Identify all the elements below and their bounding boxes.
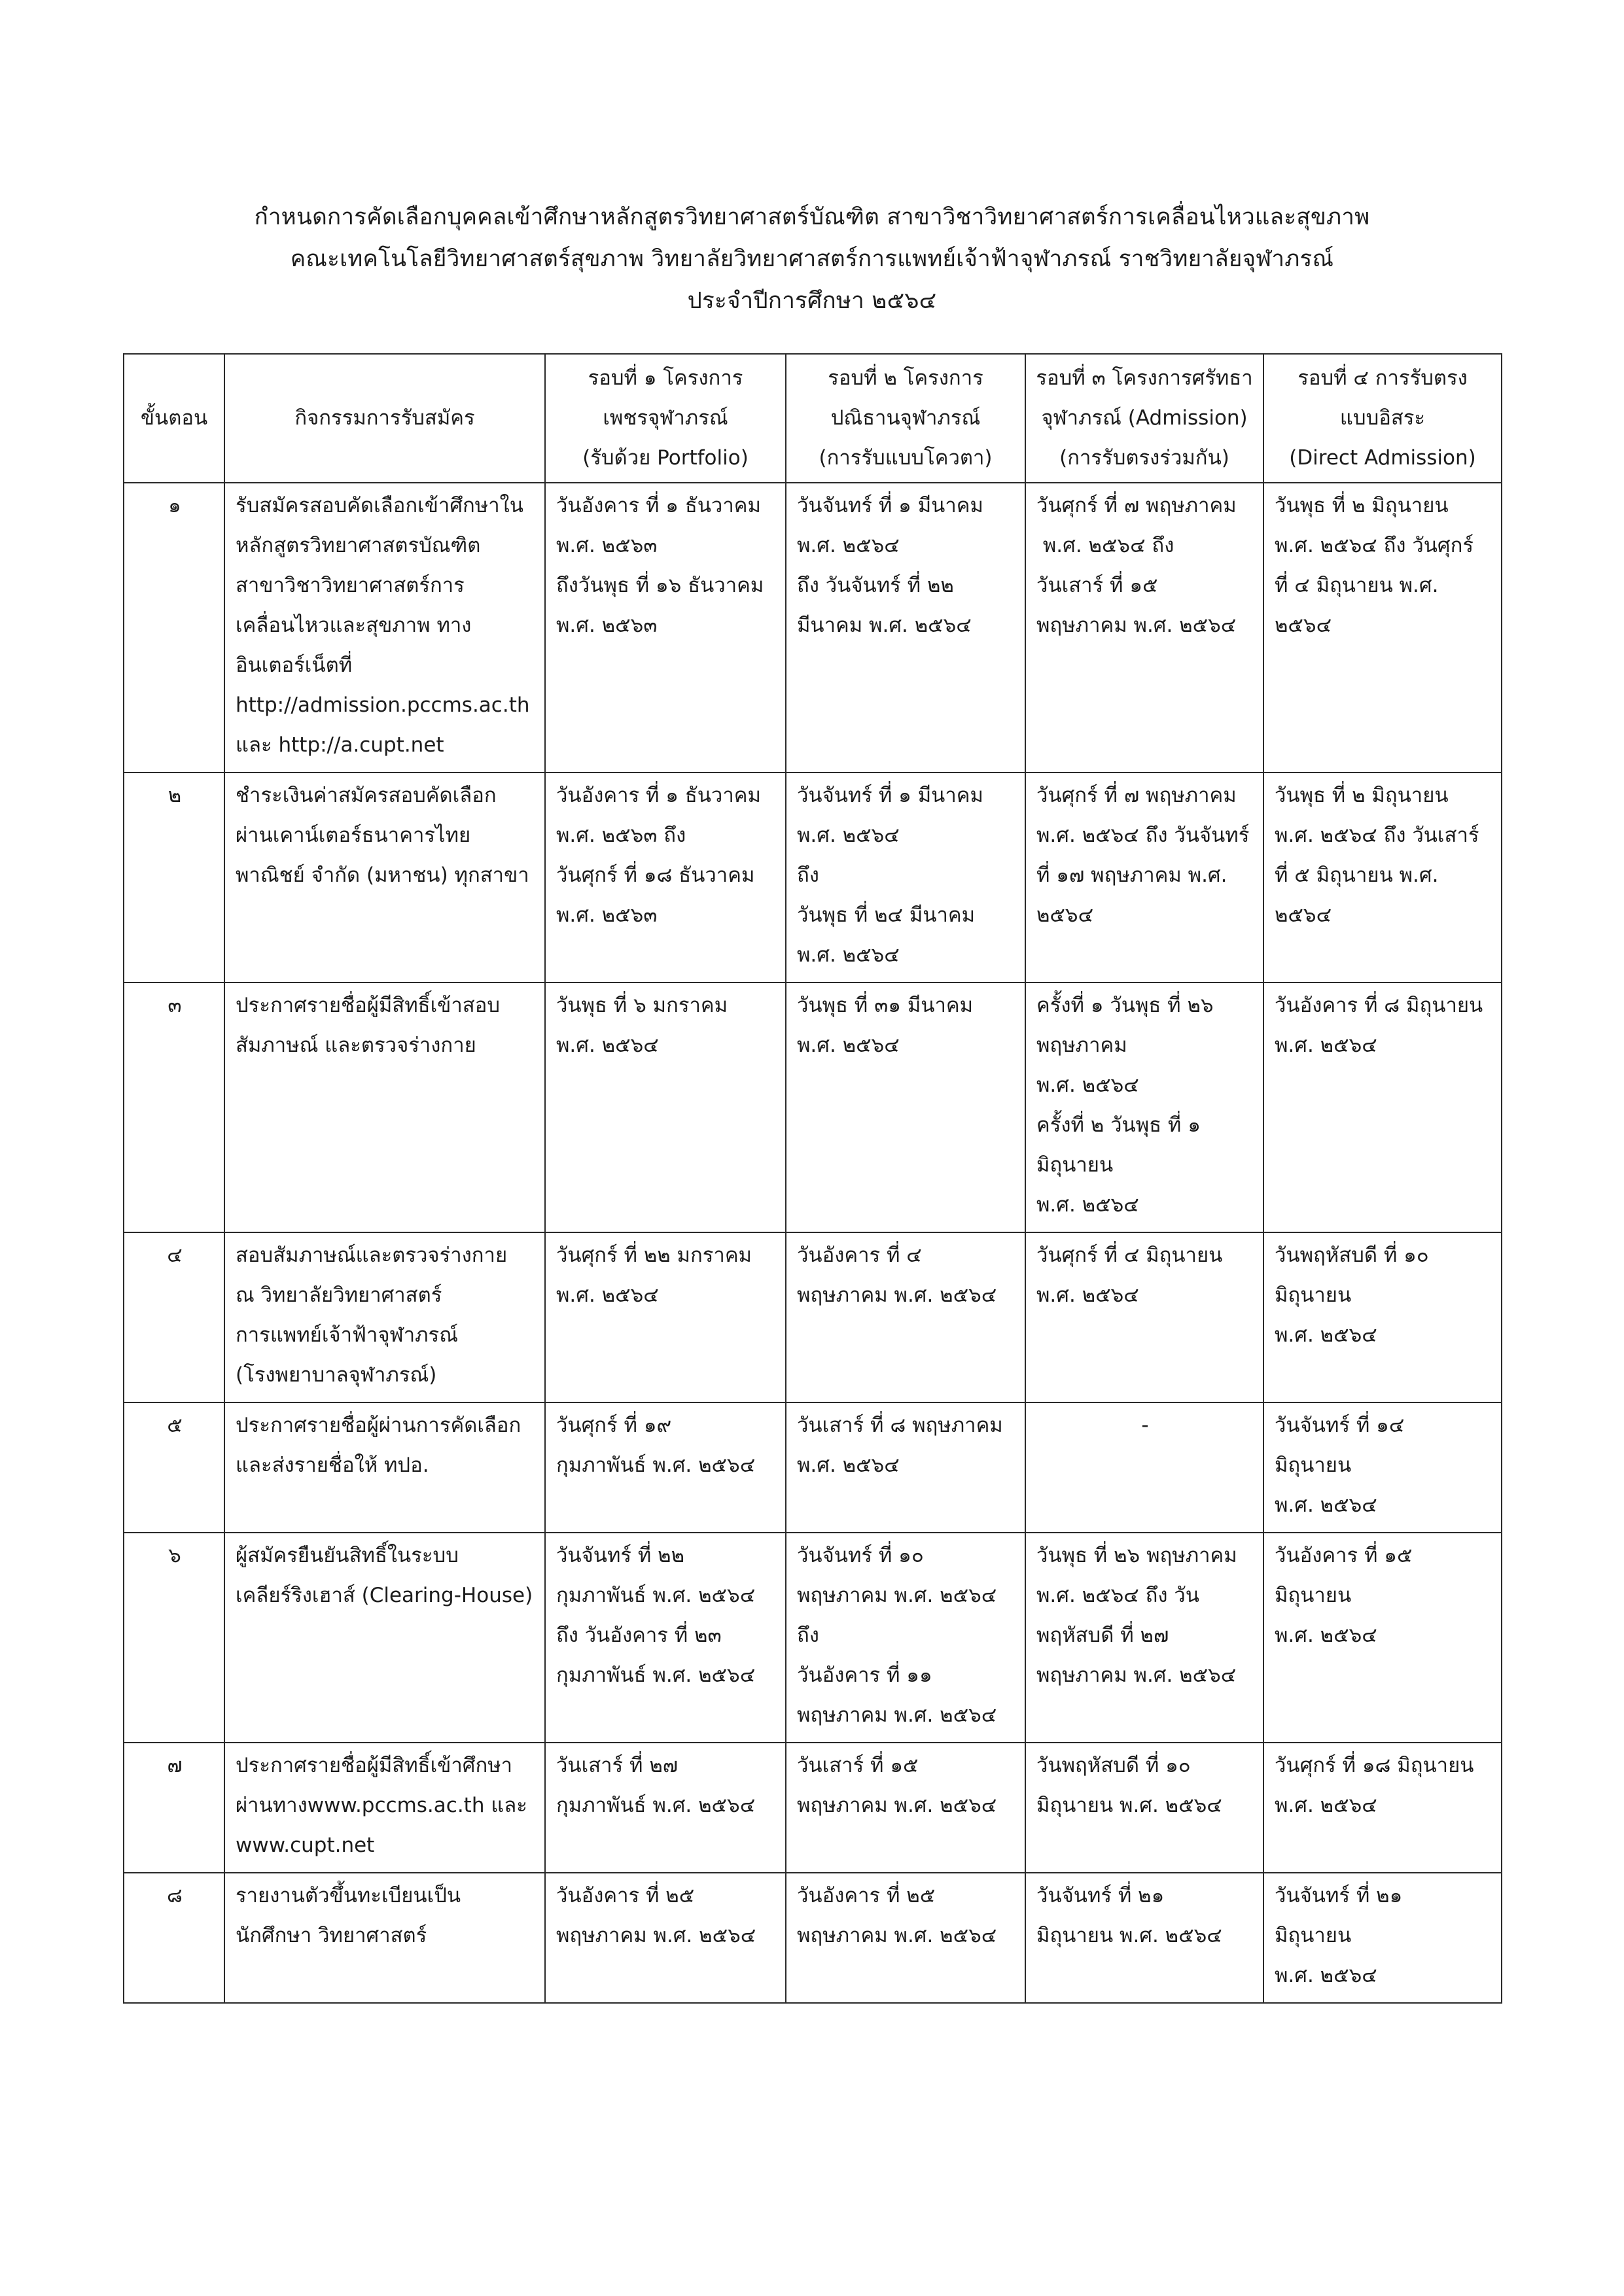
round3-date-cell [1025, 1533, 1263, 1743]
activity-text-line: (โรงพยาบาลจุฬาภรณ์) [236, 1363, 437, 1387]
date-text-line: วันศุกร์ ที่ ๑๙ [556, 1414, 672, 1437]
activity-text-line: http://admission.pccms.ac.th [236, 693, 530, 717]
header-round1 [545, 354, 786, 483]
date-text-line: วันศุกร์ ที่ ๗ พฤษภาคม [1036, 494, 1237, 517]
date-text-line: พฤษภาคม พ.ศ. ๒๕๖๔ [797, 1584, 997, 1607]
date-text-line: ถึง วันจันทร์ ที่ ๒๒ [797, 574, 954, 597]
date-text-line: พฤษภาคม พ.ศ. ๒๕๖๔ [797, 1794, 997, 1817]
step-number: ๗ [124, 1743, 224, 1873]
date-text-line: วันอังคาร ที่ ๑ ธันวาคม [556, 784, 761, 807]
round3-date-cell [1025, 983, 1263, 1232]
header-round3-line: รอบที่ ๓ โครงการศรัทธา [1036, 366, 1253, 390]
header-round1-line: รอบที่ ๑ โครงการ [588, 366, 743, 390]
date-text-line: ๒๕๖๔ [1275, 903, 1332, 927]
date-text-line: พ.ศ. ๒๕๖๔ [556, 1283, 659, 1307]
date-text-line: พ.ศ. ๒๕๖๔ ถึง วัน [1036, 1584, 1199, 1607]
date-text-line: พ.ศ. ๒๕๖๔ ถึง วันเสาร์ [1275, 824, 1479, 847]
step-number: ๒ [124, 773, 224, 983]
date-text-line: ครั้งที่ ๒ วันพุธ ที่ ๑ [1036, 1113, 1201, 1137]
activity-cell [224, 983, 545, 1232]
header-round1-line: (รับด้วย Portfolio) [582, 446, 749, 470]
date-text-line: ๒๕๖๔ [1036, 903, 1094, 927]
header-round4-line: แบบอิสระ [1339, 406, 1426, 430]
date-text-line: วันพฤหัสบดี ที่ ๑๐ [1275, 1244, 1429, 1267]
date-text-line: วันพุธ ที่ ๓๑ มีนาคม [797, 994, 974, 1017]
table-row [124, 1533, 1502, 1743]
header-round2-line: รอบที่ ๒ โครงการ [828, 366, 983, 390]
date-text-line: ที่ ๕ มิถุนายน พ.ศ. [1275, 863, 1439, 887]
date-text-line: พ.ศ. ๒๕๖๔ ถึง วันจันทร์ [1036, 824, 1250, 847]
title-line-1: กำหนดการคัดเลือกบุคคลเข้าศึกษาหลักสูตรวิทยาศาสตร์บัณฑิต สาขาวิชาวิทยาศาสตร์การเคลื่อนไหวและสุขภาพ [254, 204, 1370, 230]
round3-date-cell [1025, 1232, 1263, 1402]
date-text-line: มิถุนายน [1275, 1283, 1352, 1307]
round4-date-cell [1263, 1232, 1502, 1402]
date-text-line: - [1141, 1414, 1149, 1437]
date-text-line: วันจันทร์ ที่ ๑๐ [797, 1544, 924, 1567]
date-text-line: วันอังคาร ที่ ๔ [797, 1244, 922, 1267]
round3-date-cell [1025, 773, 1263, 983]
date-text-line: วันอังคาร ที่ ๑ ธันวาคม [556, 494, 761, 517]
table-row [124, 483, 1502, 773]
round3-date-cell [1025, 483, 1263, 773]
date-text-line: วันจันทร์ ที่ ๑๔ [1275, 1414, 1405, 1437]
activity-text-line: เคลื่อนไหวและสุขภาพ ทาง [236, 614, 472, 637]
round4-date-cell [1263, 773, 1502, 983]
date-text-line: วันศุกร์ ที่ ๗ พฤษภาคม [1036, 784, 1237, 807]
date-text-line: วันอังคาร ที่ ๒๕ [556, 1884, 695, 1907]
header-round4-line: (Direct Admission) [1289, 446, 1476, 470]
round4-date-cell [1263, 1533, 1502, 1743]
date-text-line: พ.ศ. ๒๕๖๔ [797, 534, 900, 557]
date-text-line: ๒๕๖๔ [1275, 614, 1332, 637]
activity-text-line: อินเตอร์เน็ตที่ [236, 653, 353, 677]
date-text-line: วันจันทร์ ที่ ๑ มีนาคม [797, 494, 983, 517]
activity-text-line: สอบสัมภาษณ์และตรวจร่างกาย [236, 1244, 508, 1267]
round2-date-cell [786, 1533, 1025, 1743]
activity-cell [224, 1743, 545, 1873]
date-text-line: มิถุนายน [1275, 1453, 1352, 1477]
table-row [124, 1743, 1502, 1873]
step-number: ๕ [124, 1402, 224, 1533]
header-round2 [786, 354, 1025, 483]
round4-date-cell [1263, 1873, 1502, 2003]
round2-date-cell [786, 1873, 1025, 2003]
step-number: ๑ [124, 483, 224, 773]
date-text-line: วันพุธ ที่ ๖ มกราคม [556, 994, 728, 1017]
round1-date-cell [545, 773, 786, 983]
step-number: ๖ [124, 1533, 224, 1743]
date-text-line: พฤษภาคม พ.ศ. ๒๕๖๔ [797, 1924, 997, 1947]
admission-schedule-table [123, 353, 1502, 2004]
date-text-line: วันศุกร์ ที่ ๒๒ มกราคม [556, 1244, 752, 1267]
round4-date-cell [1263, 1402, 1502, 1533]
date-text-line: วันพุธ ที่ ๒๖ พฤษภาคม [1036, 1544, 1237, 1567]
date-text-line: พ.ศ. ๒๕๖๔ [1275, 1794, 1377, 1817]
date-text-line: พ.ศ. ๒๕๖๓ [556, 614, 658, 637]
activity-text-line: ประกาศรายชื่อผู้มีสิทธิ์เข้าศึกษา [236, 1754, 513, 1777]
date-text-line: พ.ศ. ๒๕๖๔ [1275, 1624, 1377, 1647]
date-text-line: มิถุนายน [1275, 1584, 1352, 1607]
table-row [124, 983, 1502, 1232]
date-text-line: วันเสาร์ ที่ ๘ พฤษภาคม [797, 1414, 1003, 1437]
date-text-line: กุมภาพันธ์ พ.ศ. ๒๕๖๔ [556, 1794, 756, 1817]
activity-text-line: รายงานตัวขึ้นทะเบียนเป็น [236, 1884, 461, 1907]
date-text-line: พฤษภาคม พ.ศ. ๒๕๖๔ [1036, 1663, 1237, 1687]
activity-text-line: ผ่านทางwww.pccms.ac.th และ [236, 1794, 527, 1817]
activity-text-line: สัมภาษณ์ และตรวจร่างกาย [236, 1034, 476, 1057]
date-text-line: วันจันทร์ ที่ ๒๒ [556, 1544, 685, 1567]
step-number: ๘ [124, 1873, 224, 2003]
date-text-line: พฤษภาคม [1036, 1034, 1127, 1057]
step-number: ๔ [124, 1232, 224, 1402]
date-text-line: มิถุนายน พ.ศ. ๒๕๖๔ [1036, 1924, 1222, 1947]
activity-cell [224, 1533, 545, 1743]
date-text-line: วันพฤหัสบดี ที่ ๑๐ [1036, 1754, 1191, 1777]
activity-cell [224, 1402, 545, 1533]
date-text-line: มิถุนายน [1036, 1153, 1114, 1177]
activity-text-line: นักศึกษา วิทยาศาสตร์ [236, 1924, 427, 1947]
date-text-line: มีนาคม พ.ศ. ๒๕๖๔ [797, 614, 972, 637]
activity-text-line: พาณิชย์ จำกัด (มหาชน) ทุกสาขา [236, 863, 529, 887]
round1-date-cell [545, 1232, 786, 1402]
date-text-line: ถึง [797, 1624, 819, 1647]
round2-date-cell [786, 483, 1025, 773]
document-title [0, 196, 1624, 322]
date-text-line: กุมภาพันธ์ พ.ศ. ๒๕๖๔ [556, 1584, 756, 1607]
title-line-3: ประจำปีการศึกษา ๒๕๖๔ [687, 288, 937, 314]
date-text-line: ถึงวันพุธ ที่ ๑๖ ธันวาคม [556, 574, 764, 597]
date-text-line: ครั้งที่ ๑ วันพุธ ที่ ๒๖ [1036, 994, 1214, 1017]
date-text-line: ถึง [797, 863, 819, 887]
date-text-line: พ.ศ. ๒๕๖๔ [797, 943, 900, 967]
date-text-line: พ.ศ. ๒๕๖๓ [556, 534, 658, 557]
activity-text-line: ณ วิทยาลัยวิทยาศาสตร์ [236, 1283, 442, 1307]
date-text-line: มิถุนายน [1275, 1924, 1352, 1947]
title-line-2: คณะเทคโนโลยีวิทยาศาสตร์สุขภาพ วิทยาลัยวิทยาศาสตร์การแพทย์เจ้าฟ้าจุฬาภรณ์ ราชวิทยาลัยจุฬาภรณ์ [290, 246, 1334, 272]
date-text-line: วันเสาร์ ที่ ๑๕ [797, 1754, 919, 1777]
round1-date-cell [545, 1873, 786, 2003]
date-text-line: วันอังคาร ที่ ๘ มิถุนายน [1275, 994, 1483, 1017]
round2-date-cell [786, 773, 1025, 983]
date-text-line: พฤษภาคม พ.ศ. ๒๕๖๔ [797, 1703, 997, 1727]
round2-date-cell [786, 1402, 1025, 1533]
date-text-line: วันจันทร์ ที่ ๑ มีนาคม [797, 784, 983, 807]
round4-date-cell [1263, 1743, 1502, 1873]
header-round3 [1025, 354, 1263, 483]
round3-date-cell [1025, 1743, 1263, 1873]
date-text-line: วันเสาร์ ที่ ๒๗ [556, 1754, 679, 1777]
activity-cell [224, 773, 545, 983]
activity-text-line: ชำระเงินค่าสมัครสอบคัดเลือก [236, 784, 497, 807]
round3-date-cell [1025, 1873, 1263, 2003]
date-text-line: ที่ ๔ มิถุนายน พ.ศ. [1275, 574, 1439, 597]
date-text-line: กุมภาพันธ์ พ.ศ. ๒๕๖๔ [556, 1453, 756, 1477]
date-text-line: พ.ศ. ๒๕๖๓ [556, 903, 658, 927]
activity-text-line: และส่งรายชื่อให้ ทปอ. [236, 1453, 429, 1477]
date-text-line: วันอังคาร ที่ ๑๕ [1275, 1544, 1413, 1567]
table-row [124, 773, 1502, 983]
activity-text-line: สาขาวิชาวิทยาศาสตร์การ [236, 574, 465, 597]
date-text-line: วันศุกร์ ที่ ๔ มิถุนายน [1036, 1244, 1223, 1267]
round2-date-cell [786, 1232, 1025, 1402]
date-text-line: วันอังคาร ที่ ๒๕ [797, 1884, 936, 1907]
activity-text-line: เคลียร์ริงเฮาส์ (Clearing-House) [236, 1584, 533, 1607]
round1-date-cell [545, 1533, 786, 1743]
date-text-line: พ.ศ. ๒๕๖๔ [1036, 1073, 1139, 1097]
date-text-line: วันพุธ ที่ ๒ มิถุนายน [1275, 784, 1449, 807]
date-text-line: กุมภาพันธ์ พ.ศ. ๒๕๖๔ [556, 1663, 756, 1687]
date-text-line: พ.ศ. ๒๕๖๔ [1275, 1493, 1377, 1517]
date-text-line: วันอังคาร ที่ ๑๑ [797, 1663, 932, 1687]
activity-text-line: ประกาศรายชื่อผู้มีสิทธิ์เข้าสอบ [236, 994, 500, 1017]
table-row [124, 1232, 1502, 1402]
round4-date-cell [1263, 983, 1502, 1232]
date-text-line: ถึง วันอังคาร ที่ ๒๓ [556, 1624, 722, 1647]
date-text-line: วันศุกร์ ที่ ๑๘ มิถุนายน [1275, 1754, 1474, 1777]
date-text-line: พฤหัสบดี ที่ ๒๗ [1036, 1624, 1169, 1647]
activity-text-line: www.cupt.net [236, 1834, 375, 1857]
header-round4-line: รอบที่ ๔ การรับตรง [1297, 366, 1468, 390]
date-text-line: พ.ศ. ๒๕๖๔ [1036, 1193, 1139, 1217]
date-text-line: พ.ศ. ๒๕๖๔ [1275, 1323, 1377, 1347]
date-text-line: พ.ศ. ๒๕๖๔ [797, 824, 900, 847]
date-text-line: พฤษภาคม พ.ศ. ๒๕๖๔ [797, 1283, 997, 1307]
round3-date-cell [1025, 1402, 1263, 1533]
date-text-line: วันพุธ ที่ ๒ มิถุนายน [1275, 494, 1449, 517]
activity-text-line: และ http://a.cupt.net [236, 733, 444, 757]
round2-date-cell [786, 983, 1025, 1232]
date-text-line: ที่ ๑๗ พฤษภาคม พ.ศ. [1036, 863, 1227, 887]
header-row [124, 354, 1502, 483]
round1-date-cell [545, 1743, 786, 1873]
round2-date-cell [786, 1743, 1025, 1873]
date-text-line: พ.ศ. ๒๕๖๔ [1275, 1964, 1377, 1987]
date-text-line: วันศุกร์ ที่ ๑๘ ธันวาคม [556, 863, 755, 887]
activity-text-line: ผู้สมัครยืนยันสิทธิ์ในระบบ [236, 1544, 459, 1567]
round1-date-cell [545, 483, 786, 773]
header-round4 [1263, 354, 1502, 483]
date-text-line: มิถุนายน พ.ศ. ๒๕๖๔ [1036, 1794, 1222, 1817]
activity-text-line: ประกาศรายชื่อผู้ผ่านการคัดเลือก [236, 1414, 521, 1437]
date-text-line: วันจันทร์ ที่ ๒๑ [1275, 1884, 1403, 1907]
activity-cell [224, 483, 545, 773]
header-activity: กิจกรรมการรับสมัคร [224, 354, 545, 483]
date-text-line: พ.ศ. ๒๕๖๔ [797, 1034, 900, 1057]
header-round2-line: (การรับแบบโควตา) [819, 446, 993, 470]
header-round2-line: ปณิธานจุฬาภรณ์ [830, 406, 981, 430]
date-text-line: พ.ศ. ๒๕๖๓ ถึง [556, 824, 686, 847]
date-text-line: พ.ศ. ๒๕๖๔ ถึง วันศุกร์ [1275, 534, 1474, 557]
date-text-line: พ.ศ. ๒๕๖๔ [1275, 1034, 1377, 1057]
schedule-body [124, 483, 1502, 2003]
date-text-line: พฤษภาคม พ.ศ. ๒๕๖๔ [556, 1924, 756, 1947]
table-row [124, 1402, 1502, 1533]
round1-date-cell [545, 983, 786, 1232]
activity-text-line: รับสมัครสอบคัดเลือกเข้าศึกษาใน [236, 494, 523, 517]
date-text-line: วันเสาร์ ที่ ๑๕ [1036, 574, 1158, 597]
date-text-line: พฤษภาคม พ.ศ. ๒๕๖๔ [1036, 614, 1237, 637]
round4-date-cell [1263, 483, 1502, 773]
header-round1-line: เพชรจุฬาภรณ์ [603, 406, 728, 430]
activity-cell [224, 1873, 545, 2003]
activity-text-line: หลักสูตรวิทยาศาสตรบัณฑิต [236, 534, 481, 557]
activity-text-line: การแพทย์เจ้าฟ้าจุฬาภรณ์ [236, 1323, 458, 1347]
round1-date-cell [545, 1402, 786, 1533]
header-step: ขั้นตอน [124, 354, 224, 483]
date-text-line: พ.ศ. ๒๕๖๔ [556, 1034, 659, 1057]
header-round3-line: (การรับตรงร่วมกัน) [1059, 446, 1229, 470]
activity-text-line: ผ่านเคาน์เตอร์ธนาคารไทย [236, 824, 471, 847]
header-round3-line: จุฬาภรณ์ (Admission) [1041, 406, 1248, 430]
date-text-line: พ.ศ. ๒๕๖๔ [797, 1453, 900, 1477]
step-number: ๓ [124, 983, 224, 1232]
date-text-line: พ.ศ. ๒๕๖๔ ถึง [1036, 534, 1174, 557]
date-text-line: วันพุธ ที่ ๒๔ มีนาคม [797, 903, 976, 927]
activity-cell [224, 1232, 545, 1402]
date-text-line: พ.ศ. ๒๕๖๔ [1036, 1283, 1139, 1307]
date-text-line: วันจันทร์ ที่ ๒๑ [1036, 1884, 1165, 1907]
table-row [124, 1873, 1502, 2003]
